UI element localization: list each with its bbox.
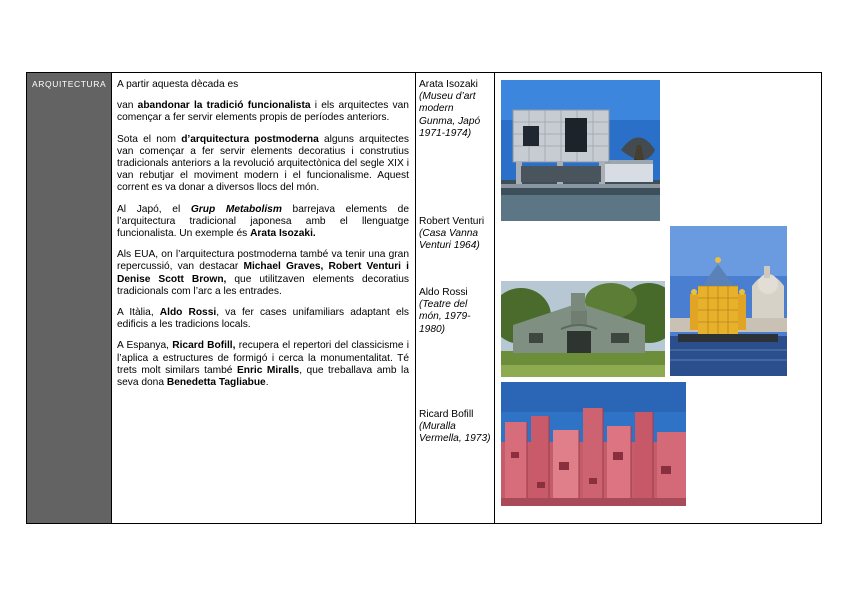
column-divider xyxy=(415,73,416,523)
content-table xyxy=(26,72,822,524)
column-divider xyxy=(111,73,112,523)
photo-muralla-roja xyxy=(501,382,686,506)
caption-rossi: Aldo Rossi (Teatre del món, 1979-1980) xyxy=(419,287,471,335)
paragraph-italy: A Itàlia, Aldo Rossi, va fer cases unifamiliars adaptant els edificis a les tradicions locals. xyxy=(117,307,409,331)
paragraph-japan: Al Japó, el Grup Metabolism barrejava elements de l’arquitectura tradicional japonesa amb el llenguatge funcionalista. Un exemple és Arata Isozaki. xyxy=(117,203,409,240)
sidebar xyxy=(27,73,111,523)
photo-teatro-del-mondo xyxy=(670,226,787,376)
intro-line: A partir aquesta dècada es xyxy=(117,79,239,90)
column-divider xyxy=(494,73,495,523)
photo-gunma-museum xyxy=(501,80,660,221)
paragraph-spain: A Espanya, Ricard Bofill, recupera el repertori del classicisme i l’aplica a estructures de formigó i cerca la monumentalitat. Té trets molt similars també Enric Miralls, que treballava amb la seva dona Benedetta Tagliabue. xyxy=(117,340,409,389)
photo-vanna-venturi-house xyxy=(501,281,665,377)
paragraph-functionalism: van abandonar la tradició funcionalista i els arquitectes van començar a fer servir elements propis de períodes anteriors. xyxy=(117,100,409,124)
section-title: ARQUITECTURA xyxy=(32,79,107,89)
main-text xyxy=(117,79,409,398)
paragraph-usa: Als EUA, on l’arquitectura postmoderna també va tenir una gran repercussió, van destacar Michael Graves, Robert Venturi i Denise Scott Brown, que utilitzaven elements decoratius tradicionals com l’arc a les entrades. xyxy=(117,249,409,297)
caption-bofill: Ricard Bofill (Muralla Vermella, 1973) xyxy=(419,409,491,445)
paragraph-postmodern: Sota el nom d’arquitectura postmoderna alguns arquitectes van començar a fer servir elements decoratius i construtius tradicionals anteriors a la revolució arquitectònica del segle XIX i van rebutjar el moviment modern i el funcionalisme. Aquest corrent es va donar a diversos llocs del món. xyxy=(117,133,409,194)
caption-venturi: Robert Venturi (Casa Vanna Venturi 1964) xyxy=(419,216,485,252)
caption-isozaki: Arata Isozaki (Museu d’art modern Gunma, Japó 1971-1974) xyxy=(419,79,481,139)
